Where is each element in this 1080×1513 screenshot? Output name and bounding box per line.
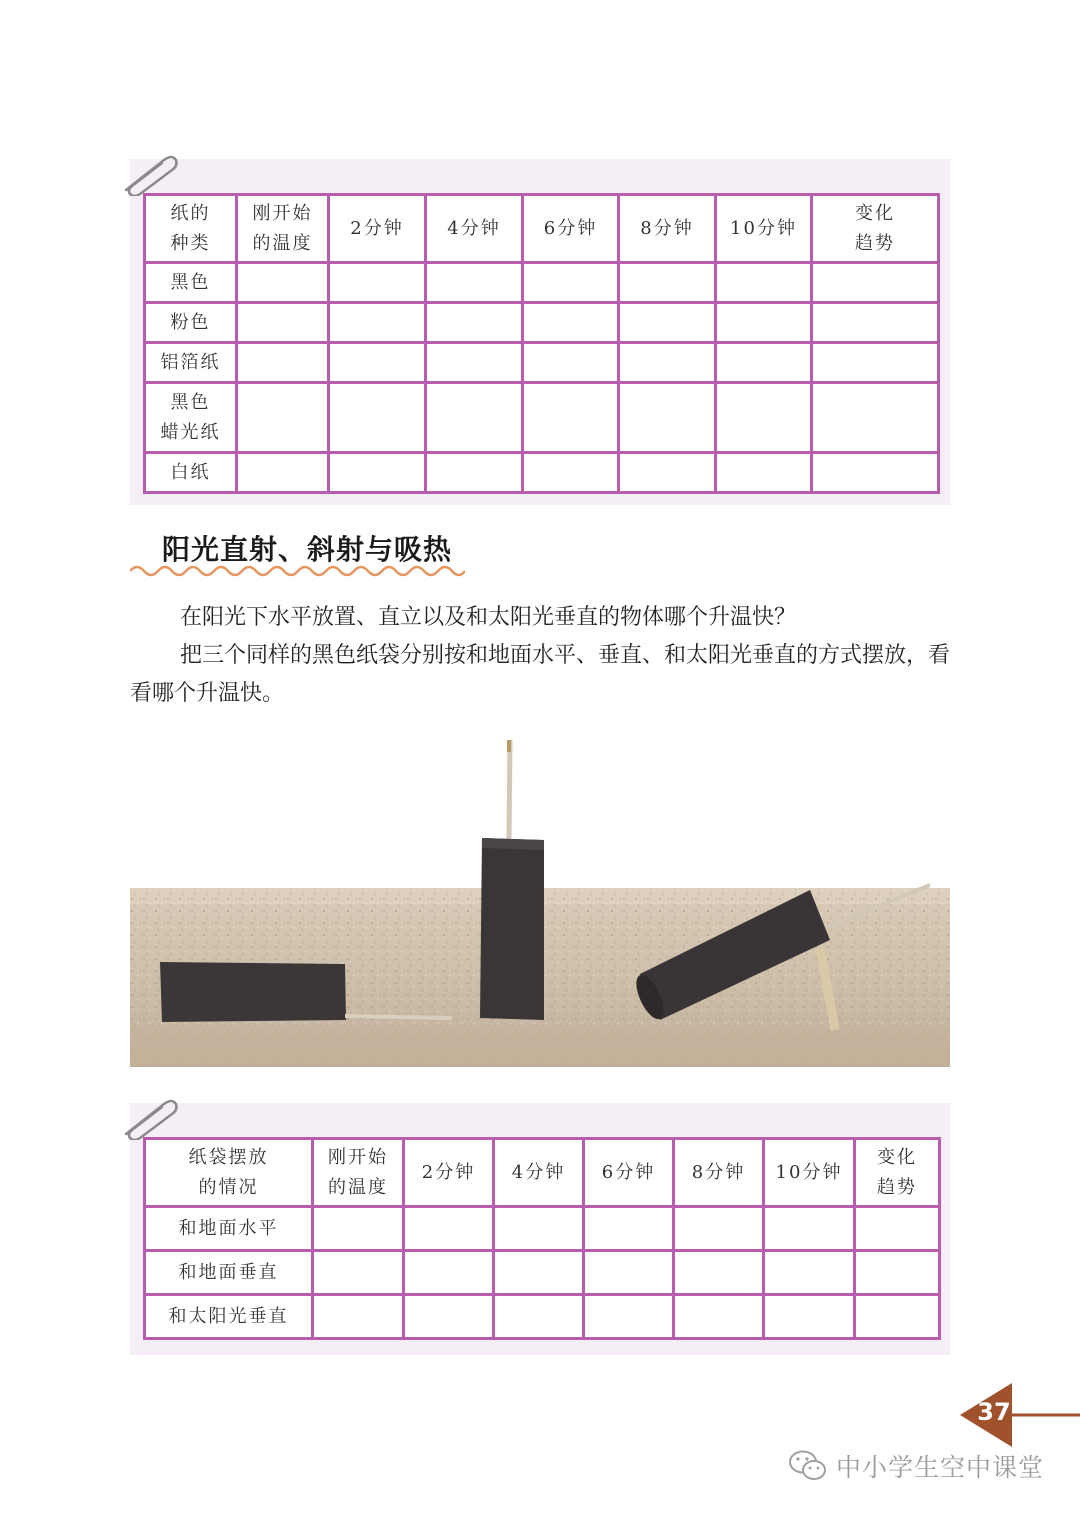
empty-entry-cell[interactable] [329,263,426,303]
table-row [145,1295,940,1339]
header-cell: 6分钟 [584,1139,674,1207]
row-label-cell: 铝箔纸 [145,343,237,383]
empty-entry-cell[interactable] [855,1251,940,1295]
table-row [145,303,939,343]
empty-entry-cell[interactable] [584,1207,674,1251]
empty-entry-cell[interactable] [237,343,329,383]
question-paragraph: 在阳光下水平放置、直立以及和太阳光垂直的物体哪个升温快？ [180,605,797,630]
header-cell: 10分钟 [716,195,812,263]
empty-entry-cell[interactable] [329,343,426,383]
empty-entry-cell[interactable] [404,1207,494,1251]
page-number: 37 [977,1398,1011,1426]
empty-entry-cell[interactable] [523,453,619,493]
header-cell: 8分钟 [619,195,716,263]
empty-entry-cell[interactable] [716,263,812,303]
header-cell: 刚开始 的温度 [313,1139,404,1207]
empty-entry-cell[interactable] [716,383,812,453]
table-row [145,1251,940,1295]
empty-entry-cell[interactable] [764,1251,855,1295]
empty-entry-cell[interactable] [812,263,939,303]
empty-entry-cell[interactable] [523,303,619,343]
row-label-cell: 和地面垂直 [145,1251,313,1295]
empty-entry-cell[interactable] [619,263,716,303]
empty-entry-cell[interactable] [523,383,619,453]
empty-entry-cell[interactable] [716,453,812,493]
empty-entry-cell[interactable] [237,263,329,303]
empty-entry-cell[interactable] [313,1207,404,1251]
instruction-paragraph: 把三个同样的黑色纸袋分别按和地面水平、垂直、和太阳光垂直的方式摆放，看看哪个升温快。 [130,643,951,706]
empty-entry-cell[interactable] [674,1295,764,1339]
wavy-underline [130,563,465,579]
table-row [145,383,939,453]
empty-entry-cell[interactable] [619,343,716,383]
row-label-cell: 白纸 [145,453,237,493]
empty-entry-cell[interactable] [523,263,619,303]
empty-entry-cell[interactable] [426,383,523,453]
header-cell: 4分钟 [494,1139,584,1207]
empty-entry-cell[interactable] [855,1207,940,1251]
empty-entry-cell[interactable] [716,343,812,383]
empty-entry-cell[interactable] [764,1295,855,1339]
watermark [788,1446,1044,1486]
empty-entry-cell[interactable] [426,343,523,383]
empty-entry-cell[interactable] [404,1251,494,1295]
empty-entry-cell[interactable] [494,1251,584,1295]
empty-entry-cell[interactable] [812,383,939,453]
empty-entry-cell[interactable] [619,453,716,493]
row-label-cell: 和地面水平 [145,1207,313,1251]
table-row [145,343,939,383]
watermark-text: 中小学生空中课堂 [836,1453,1045,1482]
empty-entry-cell[interactable] [716,303,812,343]
table-row [145,1207,940,1251]
table-row [145,453,939,493]
empty-entry-cell[interactable] [584,1295,674,1339]
empty-entry-cell[interactable] [426,303,523,343]
wechat-icon [788,1449,828,1483]
header-cell: 2分钟 [404,1139,494,1207]
empty-entry-cell[interactable] [313,1251,404,1295]
empty-entry-cell[interactable] [329,383,426,453]
header-cell: 变化 趋势 [855,1139,940,1207]
table-header-row [145,195,939,263]
header-cell: 变化 趋势 [812,195,939,263]
header-cell: 纸袋摆放 的情况 [145,1139,313,1207]
row-label-cell: 和太阳光垂直 [145,1295,313,1339]
empty-entry-cell[interactable] [237,383,329,453]
empty-entry-cell[interactable] [494,1207,584,1251]
header-cell: 4分钟 [426,195,523,263]
row-label-cell: 粉色 [145,303,237,343]
black-paper-bags-photo [130,740,950,1067]
empty-entry-cell[interactable] [619,303,716,343]
empty-entry-cell[interactable] [237,453,329,493]
header-cell: 纸的 种类 [145,195,237,263]
row-label-cell: 黑色 [145,263,237,303]
header-cell: 10分钟 [764,1139,855,1207]
paper-types-temperature-table [143,193,940,494]
header-cell: 8分钟 [674,1139,764,1207]
row-label-cell: 黑色 蜡光纸 [145,383,237,453]
header-cell: 2分钟 [329,195,426,263]
empty-entry-cell[interactable] [812,453,939,493]
paperclip-icon [118,150,178,196]
empty-entry-cell[interactable] [329,303,426,343]
empty-entry-cell[interactable] [764,1207,855,1251]
header-cell: 6分钟 [523,195,619,263]
empty-entry-cell[interactable] [404,1295,494,1339]
empty-entry-cell[interactable] [674,1251,764,1295]
header-cell: 刚开始 的温度 [237,195,329,263]
empty-entry-cell[interactable] [812,343,939,383]
empty-entry-cell[interactable] [855,1295,940,1339]
empty-entry-cell[interactable] [329,453,426,493]
empty-entry-cell[interactable] [426,453,523,493]
empty-entry-cell[interactable] [523,343,619,383]
empty-entry-cell[interactable] [619,383,716,453]
empty-entry-cell[interactable] [494,1295,584,1339]
section-title: 阳光直射、斜射与吸热 [162,533,453,566]
empty-entry-cell[interactable] [426,263,523,303]
empty-entry-cell[interactable] [237,303,329,343]
empty-entry-cell[interactable] [584,1251,674,1295]
empty-entry-cell[interactable] [674,1207,764,1251]
bag-position-temperature-table [143,1137,941,1340]
table-row [145,263,939,303]
empty-entry-cell[interactable] [812,303,939,343]
empty-entry-cell[interactable] [313,1295,404,1339]
paperclip-icon [118,1094,178,1140]
table-header-row [145,1139,940,1207]
